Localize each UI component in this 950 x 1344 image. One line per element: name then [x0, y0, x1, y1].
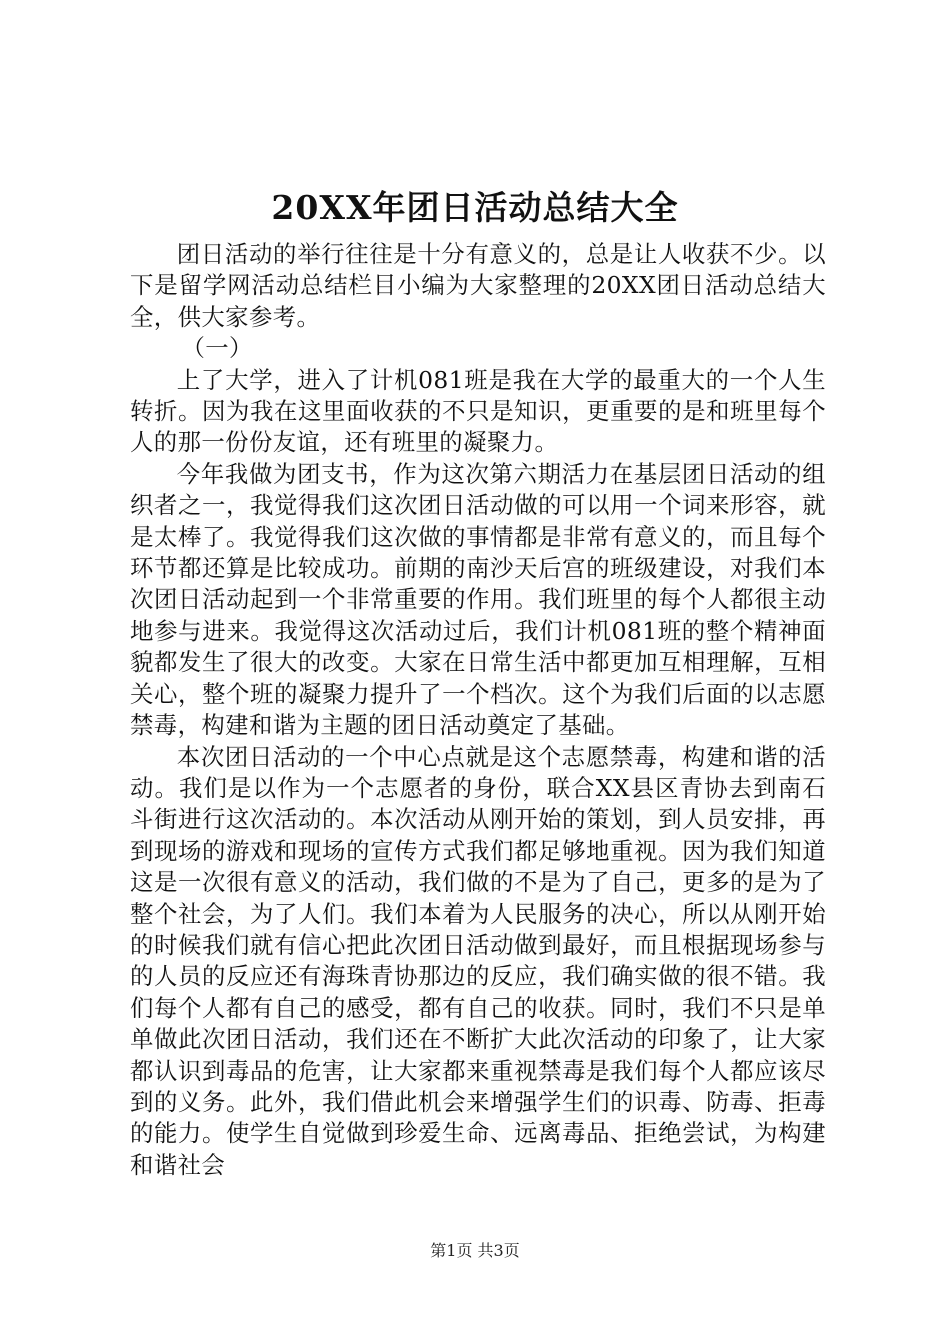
paragraph-intro: 团日活动的举行往往是十分有意义的，总是让人收获不少。以下是留学网活动总结栏目小编为大家整理的20XX团日活动总结大全，供大家参考。 — [130, 240, 826, 331]
section-heading: （一） — [181, 334, 253, 363]
paragraph-2: 今年我做为团支书，作为这次第六期活力在基层团日活动的组织者之一，我觉得我们这次团日活动做的可以用一个词来形容，就是太棒了。我觉得我们这次做的事情都是非常有意义的，而且每个环节都还算是比较成功。前期的南沙天后宫的班级建设，对我们本次团日活动起到一个非常重要的作用。我们班里的每个人都很主动地参与进来。我觉得这次活动过后，我们计机081班的整个精神面貌都发生了很大的改变。大家在日常生活中都更加互相理解，互相关心，整个班的凝聚力提升了一个档次。这个为我们后面的以志愿禁毒，构建和谐为主题的团日活动奠定了基础。 — [130, 459, 826, 740]
page-footer: 第1页 共3页 — [430, 1241, 520, 1260]
paragraph-1: 上了大学，进入了计机081班是我在大学的最重大的一个人生转折。因为我在这里面收获的不只是知识，更重要的是和班里每个人的那一份份友谊，还有班里的凝聚力。 — [130, 365, 826, 457]
paragraph-3: 本次团日活动的一个中心点就是这个志愿禁毒，构建和谐的活动。我们是以作为一个志愿者的身份，联合XX县区青协去到南石斗街进行这次活动的。本次活动从刚开始的策划，到人员安排，再到现场的游戏和现场的宣传方式我们都足够地重视。因为我们知道这是一次很有意义的活动，我们做的不是为了自己，更多的是为了整个社会，为了人们。我们本着为人民服务的决心，所以从刚开始的时候我们就有信心把此次团日活动做到最好，而且根据现场参与的人员的反应还有海珠青协那边的反应，我们确实做的很不错。我们每个人都有自己的感受，都有自己的收获。同时，我们不只是单单做此次团日活动，我们还在不断扩大此次活动的印象了，让大家都认识到毒品的危害，让大家都来重视禁毒是我们每个人都应该尽到的义务。此外，我们借此机会来增强学生们的识毒、防毒、拒毒的能力。使学生自觉做到珍爱生命、远离毒品、拒绝尝试，为构建和谐社会 — [130, 742, 826, 1179]
document-body — [130, 239, 826, 1181]
document-title: 20XX年团日活动总结大全 — [271, 188, 679, 227]
